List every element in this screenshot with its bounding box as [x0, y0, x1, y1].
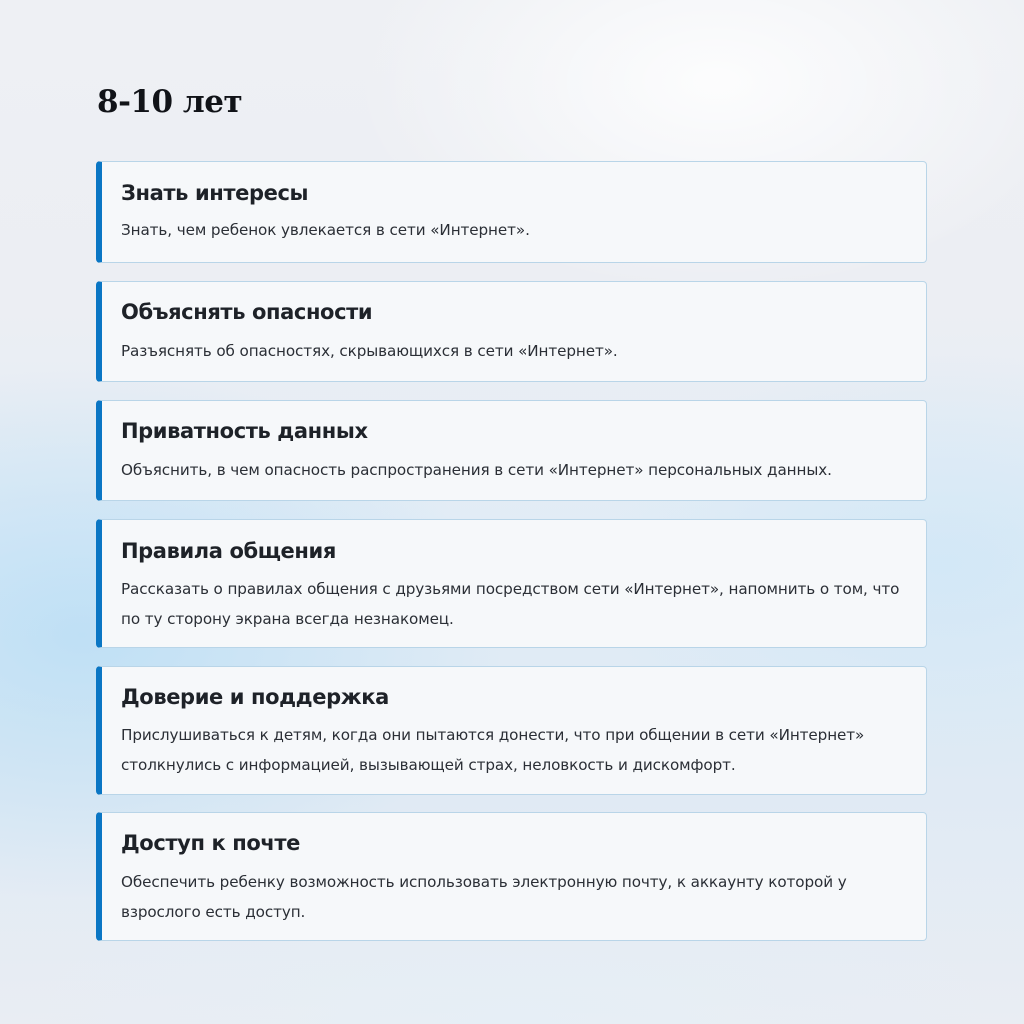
card-text: Прислушиваться к детям, когда они пытаются донести, что при общении в сети «Интернет» столкнулись с информацией, вызывающей страх, неловкость и дискомфорт. [121, 726, 865, 774]
card-text: Разъяснять об опасностях, скрывающихся в сети «Интернет». [121, 342, 618, 360]
advice-card-trust-support [96, 666, 927, 795]
card-title: Доступ к почте [121, 831, 300, 855]
card-title: Доверие и поддержка [121, 685, 389, 709]
card-text: Рассказать о правилах общения с друзьями посредством сети «Интернет», напомнить о том, что по ту сторону экрана всегда незнакомец. [121, 580, 900, 628]
advice-card-interests [96, 161, 927, 263]
advice-card-dangers [96, 281, 927, 382]
card-text: Знать, чем ребенок увлекается в сети «Интернет». [121, 221, 530, 239]
card-text: Обеспечить ребенку возможность использовать электронную почту, к аккаунту которой у взрослого есть доступ. [121, 873, 847, 921]
page-title: 8-10 лет [97, 84, 243, 120]
card-title: Объяснять опасности [121, 300, 373, 324]
card-title: Правила общения [121, 539, 336, 563]
advice-card-data-privacy [96, 400, 927, 501]
card-title: Приватность данных [121, 419, 368, 443]
card-title: Знать интересы [121, 181, 309, 205]
advice-card-communication-rules [96, 519, 927, 648]
advice-card-email-access [96, 812, 927, 941]
card-text: Объяснить, в чем опасность распространения в сети «Интернет» персональных данных. [121, 461, 832, 479]
